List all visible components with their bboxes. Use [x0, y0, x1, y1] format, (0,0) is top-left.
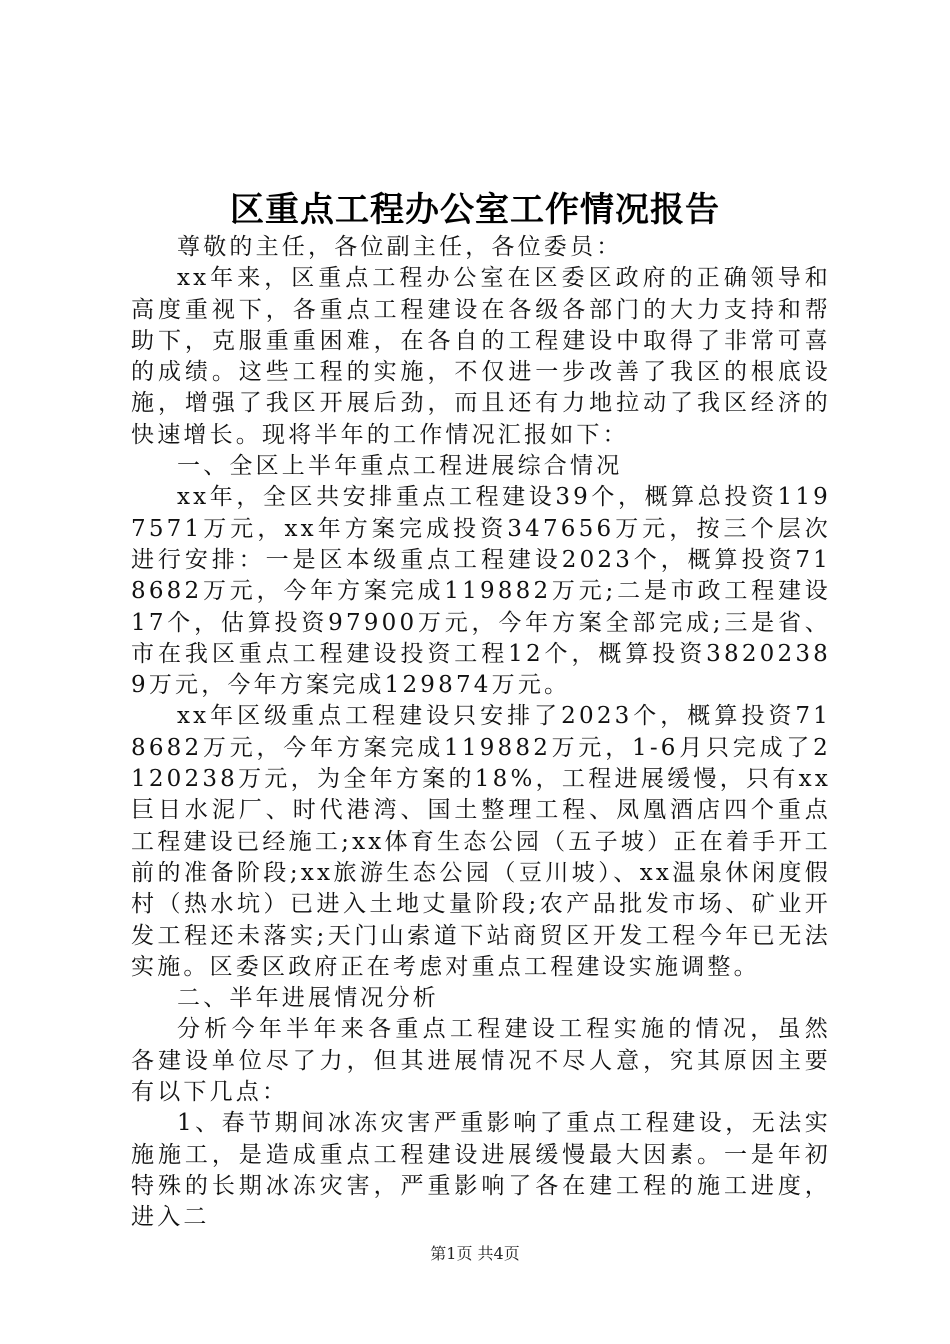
section-heading-2: 二、半年进展情况分析 [177, 985, 439, 1012]
salutation-paragraph: 尊敬的主任，各位副主任，各位委员： [177, 234, 623, 260]
page-footer: 第1页 共4页 [430, 1244, 520, 1263]
district-projects-paragraph: xx年区级重点工程建设只安排了2023个，概算投资718682万元，今年方案完成119882万元，1-6月只完成了2120238万元，为全年方案的18%，工程进展缓慢，只有xx巨日水泥厂、时代港湾、国土整理工程、凤凰酒店四个重点工程建设已经施工;xx体育生态公园（五子坡）正在着手开工前的准备阶段;xx旅游生态公园（豆川坡）、xx温泉休闲度假村（热水坑）已进入土地丈量阶段;农产品批发市场、矿业开发工程还未落实;天门山索道下站商贸区开发工程今年已无法实施。区委区政府正在考虑对重点工程建设实施调整。 [131, 703, 831, 980]
intro-paragraph: xx年来，区重点工程办公室在区委区政府的正确领导和高度重视下，各重点工程建设在各级各部门的大力支持和帮助下，克服重重困难，在各自的工程建设中取得了非常可喜的成绩。这些工程的实施，不仅进一步改善了我区的根底设施，增强了我区开展后劲，而且还有力地拉动了我区经济的快速增长。现将半年的工作情况汇报如下： [131, 265, 831, 448]
document-body [131, 232, 831, 1234]
analysis-paragraph: 分析今年半年来各重点工程建设工程实施的情况，虽然各建设单位尽了力，但其进展情况不尽人意，究其原因主要有以下几点： [131, 1016, 831, 1106]
reason-1-paragraph: 1、春节期间冰冻灾害严重影响了重点工程建设，无法实施施工，是造成重点工程建设进展缓慢最大因素。一是年初特殊的长期冰冻灾害，严重影响了各在建工程的施工进度，进入二 [131, 1110, 831, 1231]
section-heading-1: 一、全区上半年重点工程进展综合情况 [177, 453, 623, 480]
document-title: 区重点工程办公室工作情况报告 [230, 190, 720, 230]
overview-paragraph: xx年，全区共安排重点工程建设39个，概算总投资1197571万元，xx年方案完成投资347656万元，按三个层次进行安排：一是区本级重点工程建设2023个，概算投资718682万元，今年方案完成119882万元;二是市政工程建设17个，估算投资97900万元，今年方案全部完成;三是省、市在我区重点工程建设投资工程12个，概算投资38202389万元，今年方案完成129874万元。 [131, 484, 831, 699]
